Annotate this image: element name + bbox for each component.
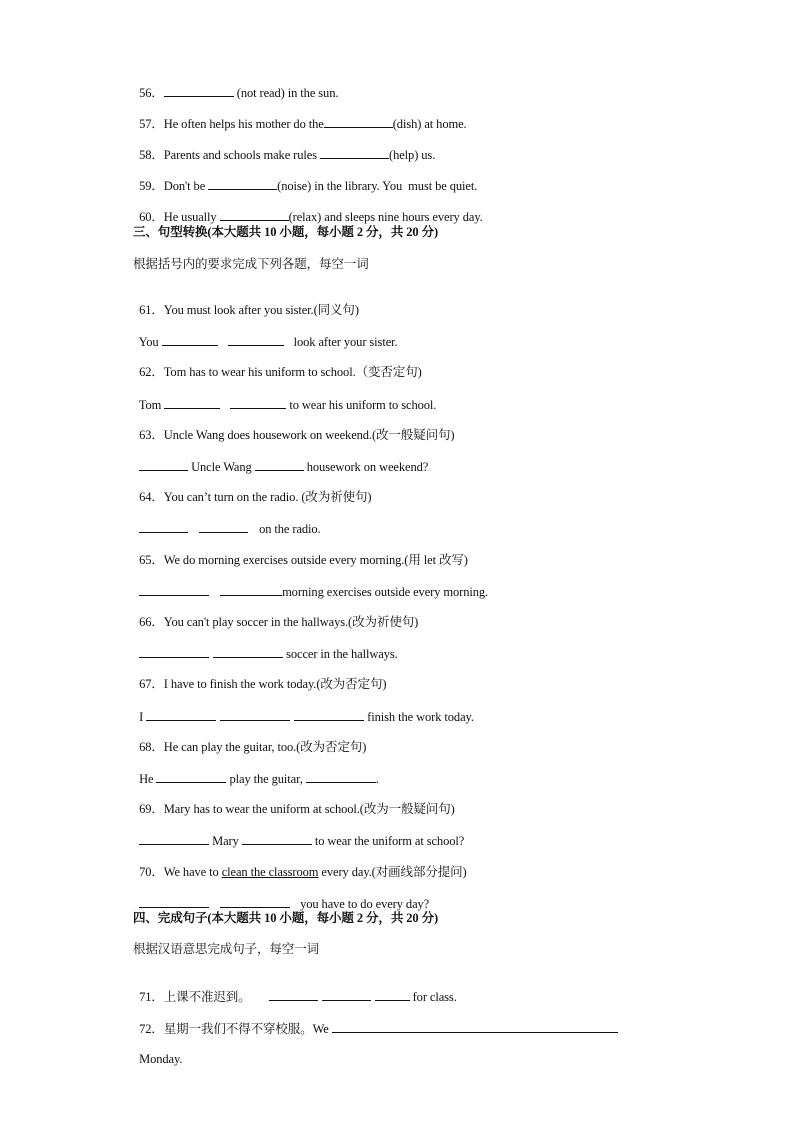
question-text: (noise) in the library. You must be quiet.: [277, 179, 478, 193]
question-number: 58．: [139, 148, 164, 162]
question-text: (not read) in the sun.: [233, 86, 339, 100]
section-3-instruction: 根据括号内的要求完成下列各题，每空一词: [133, 257, 369, 271]
answer-blank[interactable]: [139, 583, 209, 596]
answer-blank[interactable]: [199, 520, 248, 533]
question-text: You can’t turn on the radio. (改为祈使句): [163, 490, 372, 504]
answer-70: [133, 879, 429, 912]
section-3-title: 三、句型转换(本大题共 10 小题，每小题 2 分，共 20 分): [133, 225, 439, 239]
question-text: 上课不准迟到。: [163, 990, 251, 1004]
question-number: 72．: [139, 1022, 164, 1036]
question-text: Parents and schools make rules: [163, 148, 321, 162]
answer-text: I: [139, 710, 147, 724]
question-number: 64．: [139, 490, 164, 504]
answer-blank[interactable]: [220, 708, 290, 721]
question-text: He usually: [163, 210, 220, 224]
question-62: [133, 348, 422, 380]
answer-text: look after your sister.: [293, 335, 398, 349]
answer-text: you have to do every day?: [300, 897, 430, 911]
answer-text: morning exercises outside every morning.: [282, 585, 489, 599]
question-number: 61．: [139, 303, 164, 317]
answer-blank[interactable]: [208, 177, 277, 190]
answer-blank[interactable]: [294, 708, 364, 721]
question-number: 71．: [139, 990, 164, 1004]
question-58: [133, 130, 435, 163]
question-70: [133, 848, 467, 880]
answer-text: housework on weekend?: [303, 460, 429, 474]
question-68: [133, 723, 366, 755]
question-text: (dish) at home.: [392, 117, 467, 131]
question-text: You can't play soccer in the hallways.(改为祈使句): [163, 615, 419, 629]
question-number: 68．: [139, 740, 164, 754]
answer-blank[interactable]: [269, 988, 318, 1001]
question-65: [133, 536, 468, 568]
question-text: every day.(对画线部分提问): [318, 865, 467, 879]
question-number: 59．: [139, 179, 164, 193]
answer-63: [133, 442, 428, 475]
answer-text: for class.: [409, 990, 457, 1004]
answer-62: [133, 380, 436, 413]
answer-text: on the radio.: [259, 522, 321, 536]
answer-blank[interactable]: [220, 208, 289, 221]
question-text: 星期一我们不得不穿校服。We: [163, 1022, 332, 1036]
answer-blank[interactable]: [332, 1020, 618, 1033]
question-text: Mary has to wear the uniform at school.(改为一般疑问句): [163, 802, 455, 816]
answer-blank[interactable]: [220, 895, 290, 908]
answer-blank[interactable]: [220, 583, 282, 596]
question-57: [133, 99, 467, 132]
answer-text: soccer in the hallways.: [283, 647, 398, 661]
answer-blank[interactable]: [322, 988, 371, 1001]
question-64: [133, 473, 372, 505]
answer-text: play the guitar,: [226, 772, 306, 786]
answer-blank[interactable]: [162, 333, 218, 346]
question-text: (relax) and sleeps nine hours every day.: [288, 210, 483, 224]
question-66: [133, 598, 418, 630]
question-number: 56．: [139, 86, 164, 100]
answer-blank[interactable]: [146, 708, 216, 721]
answer-blank[interactable]: [306, 770, 376, 783]
question-63: [133, 411, 455, 443]
answer-blank[interactable]: [139, 520, 188, 533]
question-61: [133, 286, 359, 318]
answer-text: Uncle Wang: [188, 460, 255, 474]
answer-text: to wear his uniform to school.: [286, 398, 437, 412]
answer-text: finish the work today.: [364, 710, 474, 724]
answer-blank[interactable]: [375, 988, 410, 1001]
question-72: [133, 1004, 618, 1037]
answer-text: You: [138, 335, 162, 349]
answer-blank[interactable]: [228, 333, 284, 346]
question-number: 57．: [139, 117, 164, 131]
answer-blank[interactable]: [139, 458, 188, 471]
answer-68: [133, 754, 379, 787]
question-text: He often helps his mother do the: [163, 117, 324, 131]
answer-blank[interactable]: [164, 84, 234, 97]
question-59: [133, 161, 477, 194]
answer-text: to wear the uniform at school?: [311, 834, 465, 848]
question-text: I have to finish the work today.(改为否定句): [163, 677, 387, 691]
answer-blank[interactable]: [230, 396, 286, 409]
answer-blank[interactable]: [255, 458, 304, 471]
answer-text: Monday.: [139, 1052, 183, 1066]
question-text: You must look after you sister.(同义句): [163, 303, 359, 317]
underlined-phrase: clean the classroom: [221, 865, 319, 879]
answer-64: [133, 504, 321, 537]
answer-66: [133, 629, 398, 662]
question-number: 65．: [139, 553, 164, 567]
answer-blank[interactable]: [324, 115, 393, 128]
question-60: [133, 192, 483, 225]
question-number: 66．: [139, 615, 164, 629]
answer-61: [133, 317, 398, 350]
answer-blank[interactable]: [320, 146, 389, 159]
answer-blank[interactable]: [139, 832, 209, 845]
question-number: 70．: [139, 865, 164, 879]
question-text: Uncle Wang does housework on weekend.(改一般疑问句): [163, 428, 455, 442]
question-number: 62．: [139, 365, 164, 379]
answer-blank[interactable]: [156, 770, 226, 783]
answer-65: [133, 567, 488, 600]
answer-text: Tom: [138, 398, 165, 412]
answer-blank[interactable]: [242, 832, 312, 845]
question-number: 67．: [139, 677, 164, 691]
question-71: [133, 972, 457, 1005]
section-4-instruction: 根据汉语意思完成句子，每空一词: [133, 942, 320, 956]
question-text: Tom has to wear his uniform to school.（变否定句): [163, 365, 422, 379]
question-number: 63．: [139, 428, 164, 442]
answer-72: [133, 1035, 182, 1067]
answer-blank[interactable]: [139, 645, 209, 658]
answer-text: Mary: [209, 834, 242, 848]
question-text: He can play the guitar, too.(改为否定句): [163, 740, 367, 754]
question-text: (help) us.: [389, 148, 436, 162]
answer-text: He: [139, 772, 157, 786]
answer-blank[interactable]: [213, 645, 283, 658]
answer-text: .: [375, 772, 379, 786]
question-67: [133, 660, 386, 692]
question-text: We have to: [163, 865, 222, 879]
answer-69: [133, 816, 464, 849]
question-text: Don't be: [163, 179, 209, 193]
section-4-title: 四、完成句子(本大题共 10 小题，每小题 2 分，共 20 分): [133, 911, 439, 925]
question-text: We do morning exercises outside every morning.(用 let 改写): [163, 553, 468, 567]
answer-blank[interactable]: [164, 396, 220, 409]
answer-67: [133, 692, 474, 725]
question-number: 60．: [139, 210, 164, 224]
answer-blank[interactable]: [139, 895, 209, 908]
question-number: 69．: [139, 802, 164, 816]
question-69: [133, 785, 455, 817]
question-56: [133, 68, 338, 101]
